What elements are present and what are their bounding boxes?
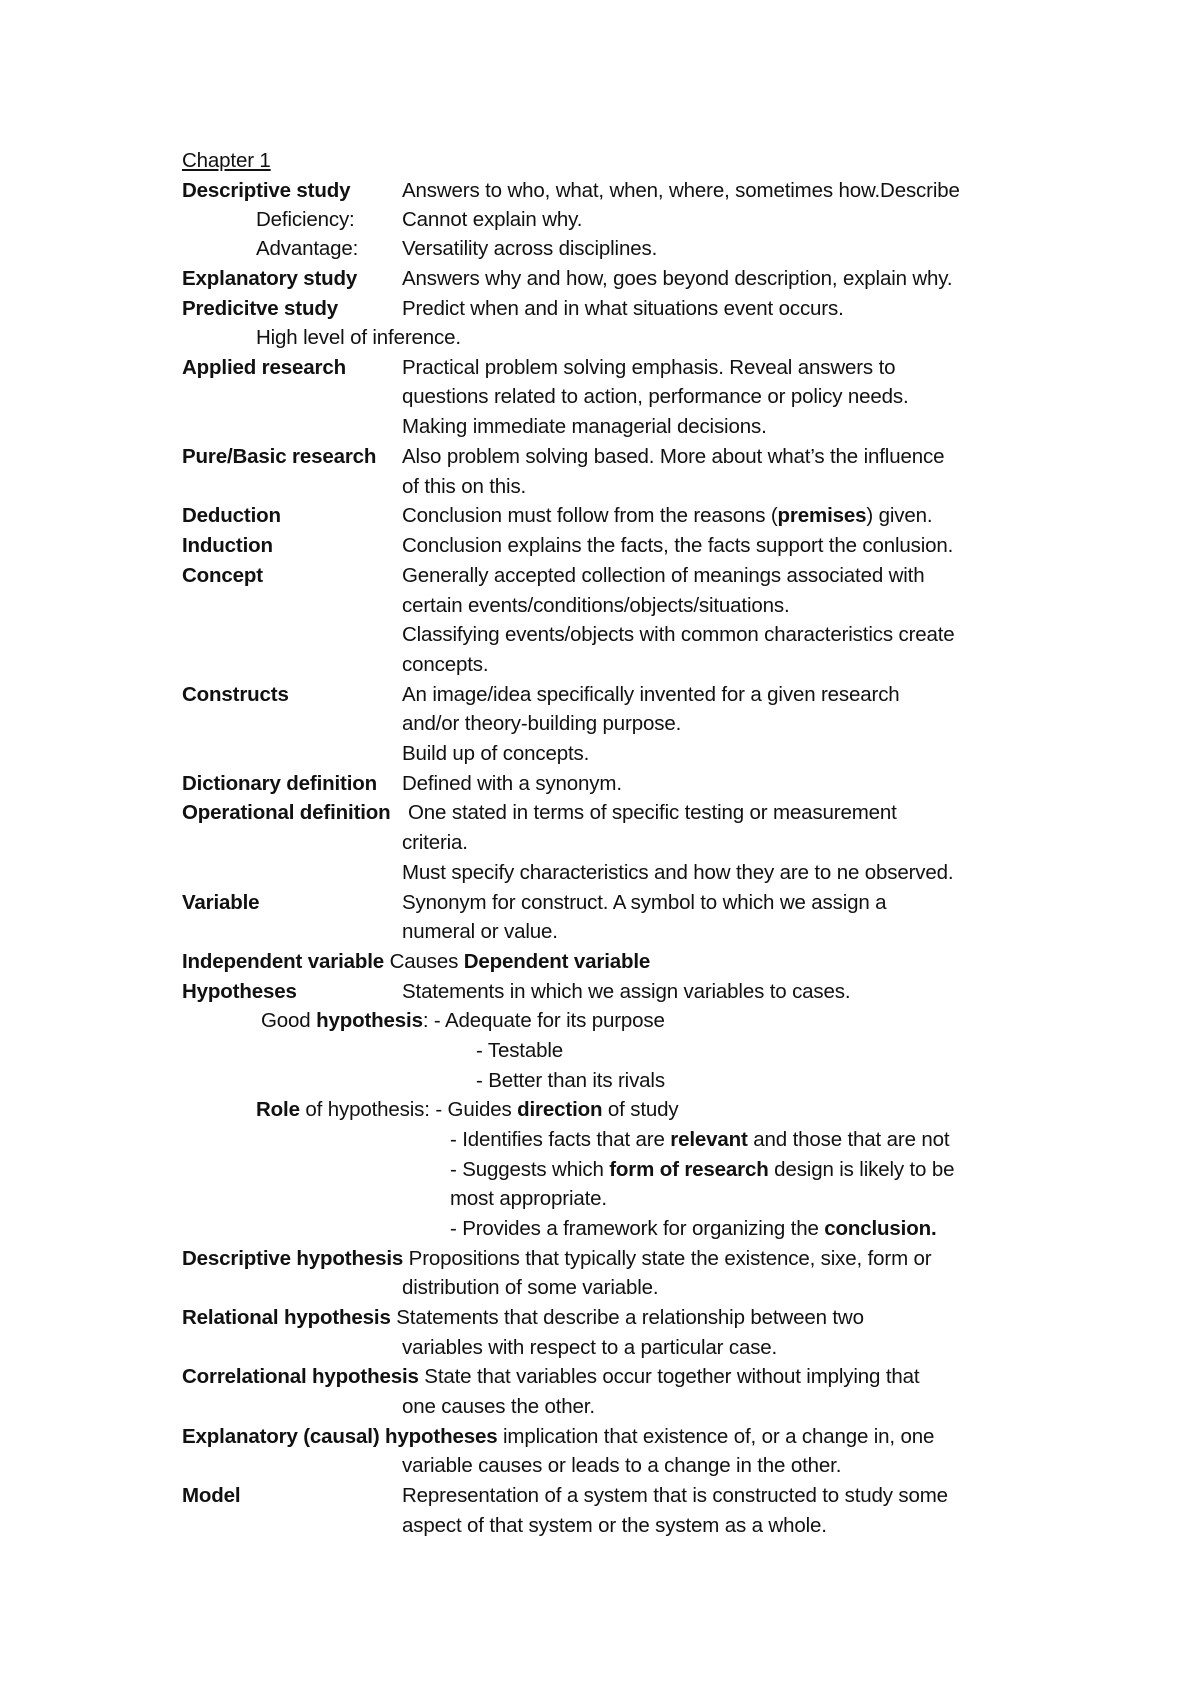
def-operational-line: One stated in terms of specific testing or measurement <box>408 801 897 824</box>
def-deficiency: Cannot explain why. <box>402 208 583 231</box>
descriptive-hypothesis-line: Descriptive hypothesis Propositions that typically state the existence, sixe, form or <box>182 1247 932 1270</box>
relational-hypothesis-line: Relational hypothesis Statements that describe a relationship between two <box>182 1306 864 1329</box>
def-predictive-study: Predict when and in what situations event occurs. <box>402 297 844 320</box>
def-concept-line: certain events/conditions/objects/situations. <box>402 594 790 617</box>
good-hypothesis-line: Good hypothesis: - Adequate for its purpose <box>261 1009 665 1032</box>
term-relational-hypothesis: Relational hypothesis <box>182 1306 391 1329</box>
def-deduction: Conclusion must follow from the reasons (premises) given. <box>402 504 933 527</box>
term-correlational-hypothesis: Correlational hypothesis <box>182 1365 419 1388</box>
def-descriptive-study: Answers to who, what, when, where, sometimes how.Describe <box>402 179 960 202</box>
term-hypotheses: Hypotheses <box>182 980 297 1003</box>
def-concept-line: Generally accepted collection of meanings associated with <box>402 564 925 587</box>
term-descriptive-study: Descriptive study <box>182 179 351 202</box>
def-pure-line: of this on this. <box>402 475 527 498</box>
def-induction: Conclusion explains the facts, the facts support the conlusion. <box>402 534 954 557</box>
def-descriptive-hypothesis-cont: distribution of some variable. <box>402 1276 659 1299</box>
role-hypothesis-item: - Identifies facts that are relevant and those that are not <box>450 1128 950 1151</box>
def-pure-line: Also problem solving based. More about what’s the influence <box>402 445 945 468</box>
def-concept-line: concepts. <box>402 653 489 676</box>
role-hypothesis-item: - Suggests which form of research design is likely to be <box>450 1158 955 1181</box>
term-explanatory-hypotheses: Explanatory (causal) hypotheses <box>182 1425 498 1448</box>
def-operational-line: Must specify characteristics and how they are to ne observed. <box>402 861 954 884</box>
term-operational-definition: Operational definition <box>182 801 391 824</box>
def-operational-line: criteria. <box>402 831 468 854</box>
term-independent-variable: Independent variable <box>182 950 385 973</box>
term-induction: Induction <box>182 534 273 557</box>
term-dictionary-definition: Dictionary definition <box>182 772 378 795</box>
term-model: Model <box>182 1484 241 1507</box>
independent-variable-line: Independent variable Causes Dependent variable <box>182 950 651 973</box>
chapter-heading: Chapter 1 <box>182 149 271 172</box>
def-relational-hypothesis-cont: variables with respect to a particular case. <box>402 1336 778 1359</box>
good-hypothesis-item: - Better than its rivals <box>476 1069 665 1092</box>
def-variable-line: Synonym for construct. A symbol to which we assign a <box>402 891 887 914</box>
term-concept: Concept <box>182 564 263 587</box>
note-predictive-study: High level of inference. <box>256 326 461 349</box>
def-correlational-hypothesis-cont: one causes the other. <box>402 1395 595 1418</box>
def-constructs-line: Build up of concepts. <box>402 742 590 765</box>
term-pure-research: Pure/Basic research <box>182 445 377 468</box>
label-deficiency: Deficiency: <box>256 208 355 231</box>
def-variable-line: numeral or value. <box>402 920 558 943</box>
def-explanatory-study: Answers why and how, goes beyond description, explain why. <box>402 267 953 290</box>
def-hypotheses: Statements in which we assign variables to cases. <box>402 980 851 1003</box>
term-descriptive-hypothesis: Descriptive hypothesis <box>182 1247 404 1270</box>
role-hypothesis-item: most appropriate. <box>450 1187 607 1210</box>
def-concept-line: Classifying events/objects with common characteristics create <box>402 623 955 646</box>
def-applied-line: questions related to action, performance or policy needs. <box>402 385 909 408</box>
def-dictionary-definition: Defined with a synonym. <box>402 772 622 795</box>
term-variable: Variable <box>182 891 260 914</box>
def-applied-line: Practical problem solving emphasis. Reveal answers to <box>402 356 896 379</box>
def-explanatory-hypotheses-cont: variable causes or leads to a change in the other. <box>402 1454 842 1477</box>
role-hypothesis-item: - Provides a framework for organizing the conclusion. <box>450 1217 937 1240</box>
emphasis-premises: premises <box>777 504 867 527</box>
term-deduction: Deduction <box>182 504 281 527</box>
good-hypothesis-item: - Testable <box>476 1039 564 1062</box>
label-advantage: Advantage: <box>256 237 359 260</box>
term-applied-research: Applied research <box>182 356 346 379</box>
def-model-line: Representation of a system that is constructed to study some <box>402 1484 948 1507</box>
def-model-line: aspect of that system or the system as a whole. <box>402 1514 827 1537</box>
term-constructs: Constructs <box>182 683 289 706</box>
def-constructs-line: An image/idea specifically invented for a given research <box>402 683 900 706</box>
term-dependent-variable: Dependent variable <box>463 950 651 973</box>
role-hypothesis-line: Role of hypothesis: - Guides direction of study <box>256 1098 679 1121</box>
def-advantage: Versatility across disciplines. <box>402 237 658 260</box>
correlational-hypothesis-line: Correlational hypothesis State that variables occur together without implying that <box>182 1365 920 1388</box>
def-constructs-line: and/or theory-building purpose. <box>402 712 682 735</box>
term-explanatory-study: Explanatory study <box>182 267 358 290</box>
explanatory-hypotheses-line: Explanatory (causal) hypotheses implication that existence of, or a change in, one <box>182 1425 935 1448</box>
def-applied-line: Making immediate managerial decisions. <box>402 415 767 438</box>
term-predictive-study: Predicitve study <box>182 297 338 320</box>
